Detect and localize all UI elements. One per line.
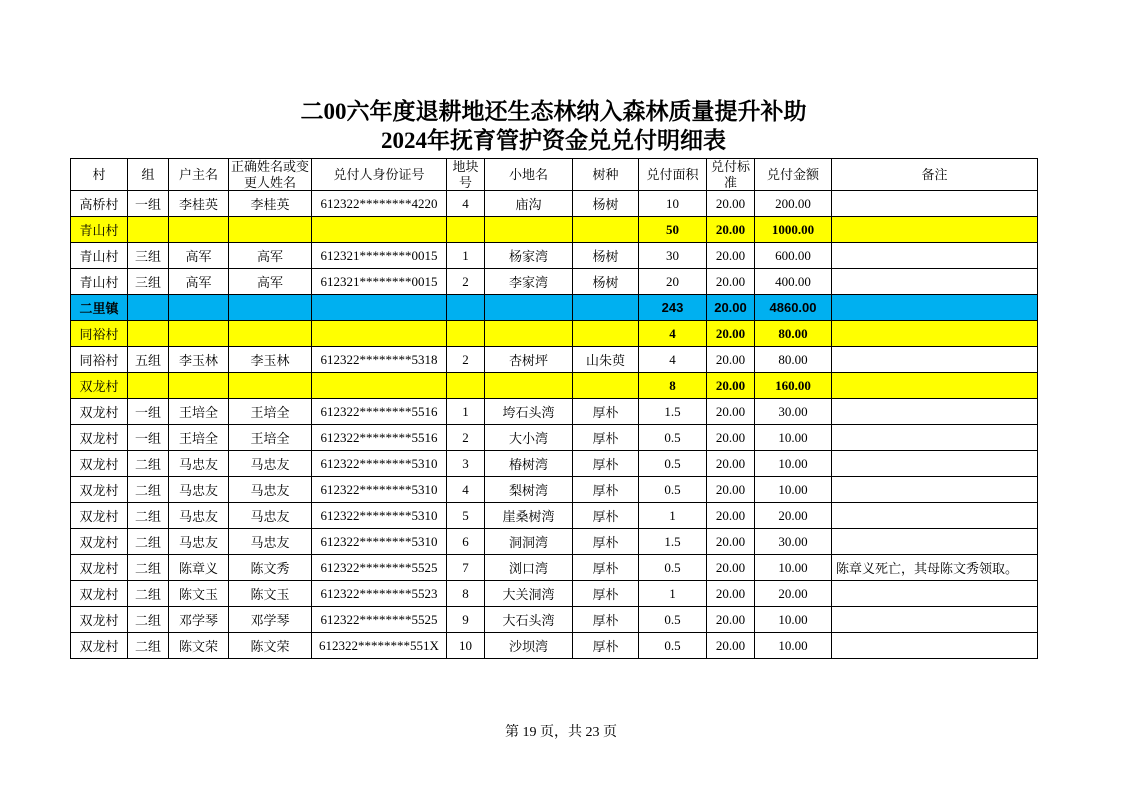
town-subtotal-row bbox=[71, 295, 1038, 321]
cell-remarks bbox=[832, 425, 1038, 451]
cell-group bbox=[128, 321, 169, 347]
cell-plot-no: 7 bbox=[447, 555, 485, 581]
cell-tree-species bbox=[573, 373, 639, 399]
cell-group: 二组 bbox=[128, 503, 169, 529]
cell-id-number: 612322********5310 bbox=[312, 477, 447, 503]
cell-group: 一组 bbox=[128, 191, 169, 217]
cell-remarks bbox=[832, 347, 1038, 373]
cell-remarks bbox=[832, 191, 1038, 217]
table-row bbox=[71, 399, 1038, 425]
cell-village: 双龙村 bbox=[71, 633, 128, 659]
cell-corrected-name: 陈文荣 bbox=[229, 633, 312, 659]
cell-payment-amount: 400.00 bbox=[755, 269, 832, 295]
cell-payment-standard: 20.00 bbox=[707, 607, 755, 633]
header-row bbox=[71, 159, 1038, 191]
cell-id-number bbox=[312, 321, 447, 347]
cell-tree-species: 山朱萸 bbox=[573, 347, 639, 373]
page-number: 第 19 页，共 23 页 bbox=[505, 725, 617, 740]
column-header-village: 村 bbox=[71, 159, 128, 191]
cell-payment-amount: 30.00 bbox=[755, 399, 832, 425]
cell-householder: 高军 bbox=[169, 269, 229, 295]
table-row bbox=[71, 555, 1038, 581]
cell-place-name: 沙坝湾 bbox=[485, 633, 573, 659]
cell-plot-no: 1 bbox=[447, 243, 485, 269]
table-row bbox=[71, 243, 1038, 269]
cell-payment-area: 0.5 bbox=[639, 555, 707, 581]
cell-plot-no bbox=[447, 321, 485, 347]
cell-plot-no: 4 bbox=[447, 191, 485, 217]
cell-village: 高桥村 bbox=[71, 191, 128, 217]
cell-place-name: 垮石头湾 bbox=[485, 399, 573, 425]
cell-village: 双龙村 bbox=[71, 581, 128, 607]
cell-place-name: 李家湾 bbox=[485, 269, 573, 295]
cell-householder: 李玉林 bbox=[169, 347, 229, 373]
cell-payment-amount: 10.00 bbox=[755, 607, 832, 633]
cell-remarks bbox=[832, 451, 1038, 477]
cell-tree-species: 杨树 bbox=[573, 243, 639, 269]
cell-id-number: 612322********5525 bbox=[312, 607, 447, 633]
cell-corrected-name: 李桂英 bbox=[229, 191, 312, 217]
cell-corrected-name: 李玉林 bbox=[229, 347, 312, 373]
cell-tree-species: 杨树 bbox=[573, 269, 639, 295]
cell-plot-no bbox=[447, 295, 485, 321]
cell-plot-no: 9 bbox=[447, 607, 485, 633]
cell-plot-no bbox=[447, 217, 485, 243]
column-header-group: 组 bbox=[128, 159, 169, 191]
cell-plot-no: 6 bbox=[447, 529, 485, 555]
cell-householder: 陈文玉 bbox=[169, 581, 229, 607]
cell-payment-area: 30 bbox=[639, 243, 707, 269]
cell-payment-standard: 20.00 bbox=[707, 555, 755, 581]
cell-corrected-name bbox=[229, 321, 312, 347]
cell-village: 双龙村 bbox=[71, 399, 128, 425]
cell-payment-standard: 20.00 bbox=[707, 503, 755, 529]
cell-payment-standard: 20.00 bbox=[707, 529, 755, 555]
cell-group: 二组 bbox=[128, 477, 169, 503]
cell-payment-amount: 10.00 bbox=[755, 555, 832, 581]
cell-tree-species: 杨树 bbox=[573, 191, 639, 217]
cell-corrected-name: 王培全 bbox=[229, 399, 312, 425]
table-row bbox=[71, 191, 1038, 217]
cell-payment-area: 0.5 bbox=[639, 425, 707, 451]
table-row bbox=[71, 581, 1038, 607]
cell-village: 青山村 bbox=[71, 243, 128, 269]
cell-plot-no: 2 bbox=[447, 425, 485, 451]
column-header-tree-species: 树种 bbox=[573, 159, 639, 191]
cell-payment-amount: 200.00 bbox=[755, 191, 832, 217]
cell-place-name bbox=[485, 373, 573, 399]
cell-village: 双龙村 bbox=[71, 503, 128, 529]
cell-payment-standard: 20.00 bbox=[707, 399, 755, 425]
document-title bbox=[70, 97, 1037, 155]
cell-place-name: 大关洞湾 bbox=[485, 581, 573, 607]
cell-group: 二组 bbox=[128, 529, 169, 555]
cell-group: 二组 bbox=[128, 607, 169, 633]
cell-payment-amount: 10.00 bbox=[755, 425, 832, 451]
cell-payment-area: 1 bbox=[639, 503, 707, 529]
cell-remarks bbox=[832, 295, 1038, 321]
cell-payment-area: 0.5 bbox=[639, 633, 707, 659]
cell-householder bbox=[169, 373, 229, 399]
cell-village: 双龙村 bbox=[71, 425, 128, 451]
table-row bbox=[71, 347, 1038, 373]
cell-remarks bbox=[832, 217, 1038, 243]
cell-remarks: 陈章义死亡，其母陈文秀领取。 bbox=[832, 555, 1038, 581]
cell-id-number bbox=[312, 295, 447, 321]
cell-tree-species bbox=[573, 295, 639, 321]
table-row bbox=[71, 633, 1038, 659]
cell-payment-amount: 20.00 bbox=[755, 503, 832, 529]
village-subtotal-row bbox=[71, 373, 1038, 399]
cell-payment-standard: 20.00 bbox=[707, 451, 755, 477]
cell-householder bbox=[169, 217, 229, 243]
cell-tree-species: 厚朴 bbox=[573, 477, 639, 503]
cell-payment-amount: 10.00 bbox=[755, 477, 832, 503]
cell-payment-amount: 600.00 bbox=[755, 243, 832, 269]
cell-village: 双龙村 bbox=[71, 451, 128, 477]
cell-group: 二组 bbox=[128, 581, 169, 607]
cell-payment-standard: 20.00 bbox=[707, 347, 755, 373]
table-header bbox=[71, 159, 1038, 191]
cell-payment-amount: 160.00 bbox=[755, 373, 832, 399]
cell-village: 二里镇 bbox=[71, 295, 128, 321]
cell-corrected-name: 王培全 bbox=[229, 425, 312, 451]
cell-village: 同裕村 bbox=[71, 321, 128, 347]
cell-payment-area: 1.5 bbox=[639, 399, 707, 425]
cell-payment-standard: 20.00 bbox=[707, 477, 755, 503]
cell-tree-species: 厚朴 bbox=[573, 529, 639, 555]
cell-village: 青山村 bbox=[71, 217, 128, 243]
cell-group bbox=[128, 295, 169, 321]
cell-id-number: 612321********0015 bbox=[312, 269, 447, 295]
cell-village: 双龙村 bbox=[71, 529, 128, 555]
cell-place-name: 大石头湾 bbox=[485, 607, 573, 633]
table-row bbox=[71, 269, 1038, 295]
cell-householder: 马忠友 bbox=[169, 451, 229, 477]
cell-payment-standard: 20.00 bbox=[707, 581, 755, 607]
village-subtotal-row bbox=[71, 321, 1038, 347]
cell-remarks bbox=[832, 243, 1038, 269]
cell-corrected-name bbox=[229, 217, 312, 243]
cell-householder: 李桂英 bbox=[169, 191, 229, 217]
cell-tree-species: 厚朴 bbox=[573, 581, 639, 607]
cell-payment-area: 20 bbox=[639, 269, 707, 295]
cell-place-name: 崖桑树湾 bbox=[485, 503, 573, 529]
cell-village: 同裕村 bbox=[71, 347, 128, 373]
cell-plot-no: 2 bbox=[447, 347, 485, 373]
cell-place-name: 大小湾 bbox=[485, 425, 573, 451]
cell-id-number bbox=[312, 373, 447, 399]
cell-tree-species: 厚朴 bbox=[573, 607, 639, 633]
cell-place-name: 杨家湾 bbox=[485, 243, 573, 269]
table-row bbox=[71, 529, 1038, 555]
cell-householder: 马忠友 bbox=[169, 477, 229, 503]
cell-householder: 高军 bbox=[169, 243, 229, 269]
cell-group: 三组 bbox=[128, 243, 169, 269]
cell-householder: 陈文荣 bbox=[169, 633, 229, 659]
cell-group: 一组 bbox=[128, 425, 169, 451]
table-row bbox=[71, 451, 1038, 477]
cell-id-number: 612321********0015 bbox=[312, 243, 447, 269]
column-header-payment-area: 兑付面积 bbox=[639, 159, 707, 191]
cell-tree-species: 厚朴 bbox=[573, 451, 639, 477]
cell-group: 三组 bbox=[128, 269, 169, 295]
cell-tree-species: 厚朴 bbox=[573, 555, 639, 581]
cell-payment-amount: 80.00 bbox=[755, 347, 832, 373]
cell-place-name: 洞洞湾 bbox=[485, 529, 573, 555]
cell-payment-amount: 1000.00 bbox=[755, 217, 832, 243]
cell-payment-amount: 10.00 bbox=[755, 633, 832, 659]
cell-payment-standard: 20.00 bbox=[707, 217, 755, 243]
column-header-remarks: 备注 bbox=[832, 159, 1038, 191]
cell-payment-amount: 80.00 bbox=[755, 321, 832, 347]
cell-corrected-name: 马忠友 bbox=[229, 451, 312, 477]
cell-plot-no: 8 bbox=[447, 581, 485, 607]
cell-tree-species: 厚朴 bbox=[573, 425, 639, 451]
cell-id-number: 612322********4220 bbox=[312, 191, 447, 217]
cell-corrected-name: 陈文秀 bbox=[229, 555, 312, 581]
cell-payment-amount: 30.00 bbox=[755, 529, 832, 555]
cell-remarks bbox=[832, 321, 1038, 347]
column-header-place-name: 小地名 bbox=[485, 159, 573, 191]
cell-corrected-name: 高军 bbox=[229, 269, 312, 295]
cell-place-name: 椿树湾 bbox=[485, 451, 573, 477]
cell-householder: 陈章义 bbox=[169, 555, 229, 581]
cell-plot-no: 5 bbox=[447, 503, 485, 529]
table-row bbox=[71, 503, 1038, 529]
cell-tree-species bbox=[573, 321, 639, 347]
village-subtotal-row bbox=[71, 217, 1038, 243]
cell-payment-area: 10 bbox=[639, 191, 707, 217]
cell-corrected-name: 高军 bbox=[229, 243, 312, 269]
cell-payment-area: 50 bbox=[639, 217, 707, 243]
cell-id-number: 612322********5310 bbox=[312, 451, 447, 477]
cell-payment-area: 4 bbox=[639, 347, 707, 373]
cell-corrected-name: 马忠友 bbox=[229, 529, 312, 555]
cell-payment-area: 0.5 bbox=[639, 477, 707, 503]
cell-corrected-name: 马忠友 bbox=[229, 503, 312, 529]
cell-payment-standard: 20.00 bbox=[707, 295, 755, 321]
cell-corrected-name: 马忠友 bbox=[229, 477, 312, 503]
cell-place-name: 庙沟 bbox=[485, 191, 573, 217]
cell-payment-area: 0.5 bbox=[639, 451, 707, 477]
cell-payment-area: 8 bbox=[639, 373, 707, 399]
cell-householder: 邓学琴 bbox=[169, 607, 229, 633]
cell-id-number: 612322********5516 bbox=[312, 425, 447, 451]
cell-payment-area: 4 bbox=[639, 321, 707, 347]
cell-place-name bbox=[485, 295, 573, 321]
column-header-id-number: 兑付人身份证号 bbox=[312, 159, 447, 191]
cell-plot-no bbox=[447, 373, 485, 399]
cell-place-name: 杏树坪 bbox=[485, 347, 573, 373]
cell-group bbox=[128, 217, 169, 243]
cell-village: 双龙村 bbox=[71, 555, 128, 581]
cell-tree-species: 厚朴 bbox=[573, 503, 639, 529]
cell-corrected-name: 邓学琴 bbox=[229, 607, 312, 633]
table-body bbox=[71, 191, 1038, 659]
cell-place-name: 梨树湾 bbox=[485, 477, 573, 503]
column-header-householder: 户主名 bbox=[169, 159, 229, 191]
cell-householder: 王培全 bbox=[169, 399, 229, 425]
cell-payment-standard: 20.00 bbox=[707, 243, 755, 269]
cell-tree-species: 厚朴 bbox=[573, 399, 639, 425]
column-header-corrected-name: 正确姓名或变更人姓名 bbox=[229, 159, 312, 191]
cell-payment-amount: 4860.00 bbox=[755, 295, 832, 321]
cell-householder: 马忠友 bbox=[169, 503, 229, 529]
cell-remarks bbox=[832, 581, 1038, 607]
cell-group: 二组 bbox=[128, 633, 169, 659]
cell-id-number: 612322********5310 bbox=[312, 503, 447, 529]
cell-remarks bbox=[832, 503, 1038, 529]
cell-payment-area: 1 bbox=[639, 581, 707, 607]
cell-tree-species: 厚朴 bbox=[573, 633, 639, 659]
column-header-plot-no: 地块号 bbox=[447, 159, 485, 191]
cell-householder bbox=[169, 295, 229, 321]
cell-remarks bbox=[832, 529, 1038, 555]
cell-group: 一组 bbox=[128, 399, 169, 425]
cell-householder: 王培全 bbox=[169, 425, 229, 451]
cell-place-name bbox=[485, 321, 573, 347]
column-header-payment-standard: 兑付标准 bbox=[707, 159, 755, 191]
cell-id-number: 612322********551X bbox=[312, 633, 447, 659]
cell-plot-no: 1 bbox=[447, 399, 485, 425]
cell-payment-area: 0.5 bbox=[639, 607, 707, 633]
column-header-payment-amount: 兑付金额 bbox=[755, 159, 832, 191]
cell-id-number: 612322********5310 bbox=[312, 529, 447, 555]
cell-village: 青山村 bbox=[71, 269, 128, 295]
cell-place-name bbox=[485, 217, 573, 243]
cell-remarks bbox=[832, 269, 1038, 295]
cell-payment-standard: 20.00 bbox=[707, 269, 755, 295]
cell-payment-standard: 20.00 bbox=[707, 373, 755, 399]
cell-id-number: 612322********5525 bbox=[312, 555, 447, 581]
cell-village: 双龙村 bbox=[71, 607, 128, 633]
cell-village: 双龙村 bbox=[71, 477, 128, 503]
cell-plot-no: 4 bbox=[447, 477, 485, 503]
table-row bbox=[71, 477, 1038, 503]
cell-group: 五组 bbox=[128, 347, 169, 373]
cell-payment-standard: 20.00 bbox=[707, 633, 755, 659]
cell-payment-amount: 10.00 bbox=[755, 451, 832, 477]
cell-group: 二组 bbox=[128, 451, 169, 477]
cell-remarks bbox=[832, 607, 1038, 633]
cell-remarks bbox=[832, 633, 1038, 659]
cell-corrected-name bbox=[229, 295, 312, 321]
cell-id-number: 612322********5516 bbox=[312, 399, 447, 425]
cell-group bbox=[128, 373, 169, 399]
cell-tree-species bbox=[573, 217, 639, 243]
cell-payment-standard: 20.00 bbox=[707, 425, 755, 451]
cell-place-name: 浏口湾 bbox=[485, 555, 573, 581]
payment-table bbox=[70, 158, 1038, 659]
cell-id-number bbox=[312, 217, 447, 243]
cell-householder bbox=[169, 321, 229, 347]
cell-payment-area: 1.5 bbox=[639, 529, 707, 555]
table-row bbox=[71, 607, 1038, 633]
title-line-1: 二00六年度退耕地还生态林纳入森林质量提升补助 bbox=[300, 99, 807, 124]
cell-payment-standard: 20.00 bbox=[707, 191, 755, 217]
cell-plot-no: 2 bbox=[447, 269, 485, 295]
cell-group: 二组 bbox=[128, 555, 169, 581]
title-line-2: 2024年抚育管护资金兑兑付明细表 bbox=[381, 128, 726, 153]
cell-village: 双龙村 bbox=[71, 373, 128, 399]
cell-remarks bbox=[832, 477, 1038, 503]
cell-plot-no: 10 bbox=[447, 633, 485, 659]
cell-id-number: 612322********5318 bbox=[312, 347, 447, 373]
cell-plot-no: 3 bbox=[447, 451, 485, 477]
cell-id-number: 612322********5523 bbox=[312, 581, 447, 607]
cell-remarks bbox=[832, 373, 1038, 399]
table-row bbox=[71, 425, 1038, 451]
cell-payment-standard: 20.00 bbox=[707, 321, 755, 347]
cell-corrected-name bbox=[229, 373, 312, 399]
cell-householder: 马忠友 bbox=[169, 529, 229, 555]
cell-payment-area: 243 bbox=[639, 295, 707, 321]
cell-remarks bbox=[832, 399, 1038, 425]
cell-payment-amount: 20.00 bbox=[755, 581, 832, 607]
cell-corrected-name: 陈文玉 bbox=[229, 581, 312, 607]
